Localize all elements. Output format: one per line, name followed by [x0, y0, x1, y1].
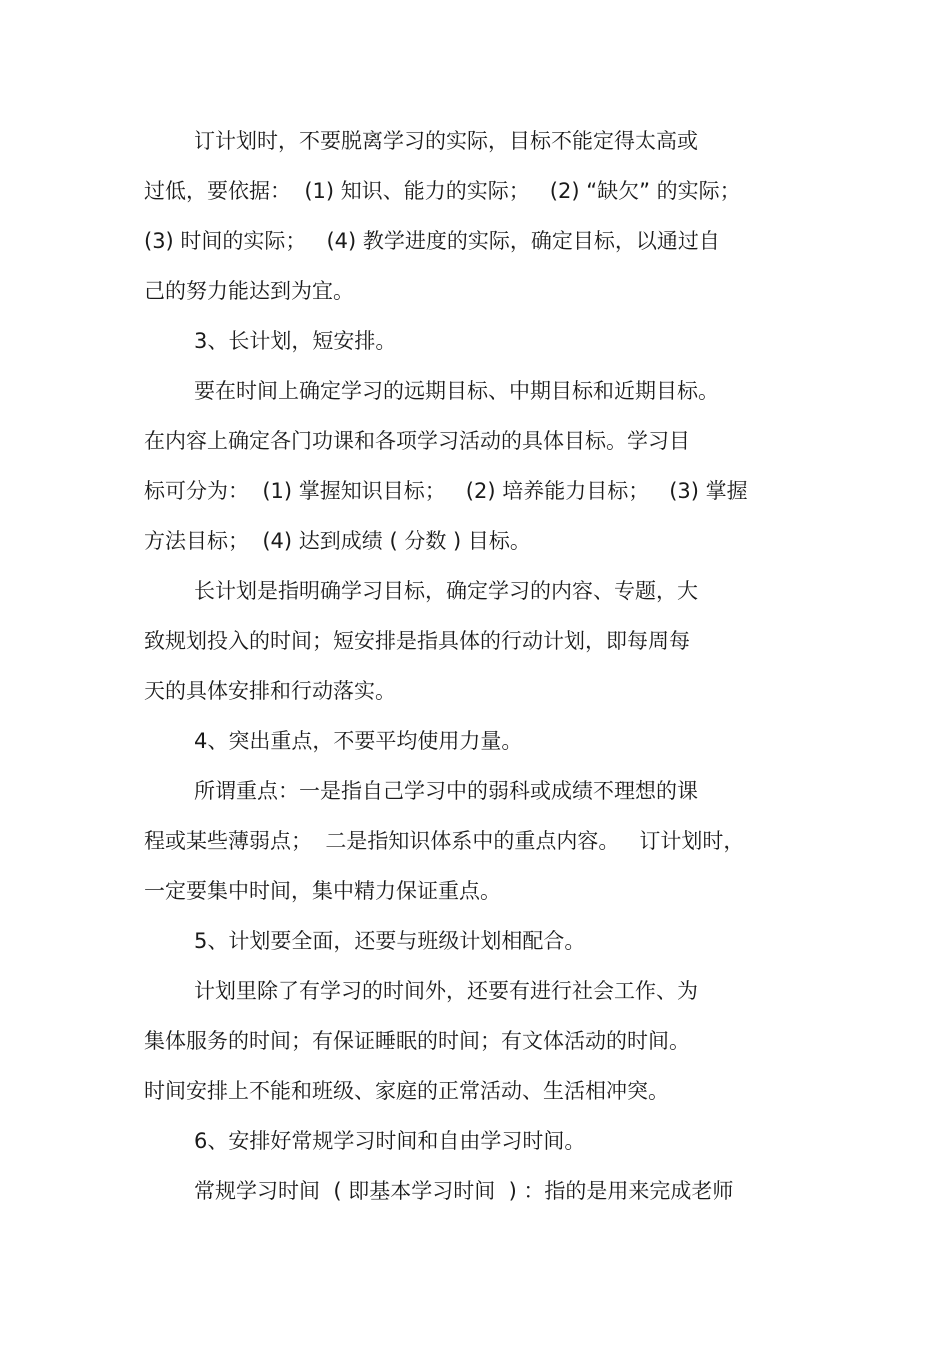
text-line: 时间安排上不能和班级、家庭的正常活动、生活相冲突。 [144, 1079, 669, 1103]
section-heading: 4、突出重点，不要平均使用力量。 [194, 729, 523, 753]
text-line: 要在时间上确定学习的远期目标、中期目标和近期目标。 [194, 379, 719, 403]
section-heading: 3、长计划，短安排。 [194, 329, 397, 353]
text-line: 计划里除了有学习的时间外，还要有进行社会工作、为 [194, 979, 698, 1003]
text-line: 订计划时，不要脱离学习的实际，目标不能定得太高或 [194, 129, 698, 153]
section-heading: 5、计划要全面，还要与班级计划相配合。 [194, 929, 586, 953]
text-line: 方法目标； (4) 达到成绩 ( 分数 ) 目标。 [144, 529, 531, 553]
text-line: 所谓重点：一是指自己学习中的弱科或成绩不理想的课 [194, 779, 698, 803]
text-line: 致规划投入的时间；短安排是指具体的行动计划，即每周每 [144, 629, 690, 653]
section-heading: 6、安排好常规学习时间和自由学习时间。 [194, 1129, 586, 1153]
text-line: 标可分为： (1) 掌握知识目标； (2) 培养能力目标； (3) 掌握 [144, 479, 748, 503]
text-line: (3) 时间的实际； (4) 教学进度的实际，确定目标，以通过自 [144, 229, 720, 253]
text-line: 过低，要依据： (1) 知识、能力的实际； (2) “缺欠” 的实际； [144, 179, 741, 203]
text-line: 程或某些薄弱点； 二是指知识体系中的重点内容。 订计划时， [144, 829, 745, 853]
text-line: 常规学习时间 ( 即基本学习时间 ) ：指的是用来完成老师 [194, 1179, 734, 1203]
text-line: 长计划是指明确学习目标，确定学习的内容、专题，大 [194, 579, 698, 603]
text-line: 在内容上确定各门功课和各项学习活动的具体目标。学习目 [144, 429, 690, 453]
text-line: 己的努力能达到为宜。 [144, 279, 354, 303]
text-line: 天的具体安排和行动落实。 [144, 679, 396, 703]
text-line: 集体服务的时间；有保证睡眠的时间；有文体活动的时间。 [144, 1029, 690, 1053]
text-line: 一定要集中时间，集中精力保证重点。 [144, 879, 501, 903]
